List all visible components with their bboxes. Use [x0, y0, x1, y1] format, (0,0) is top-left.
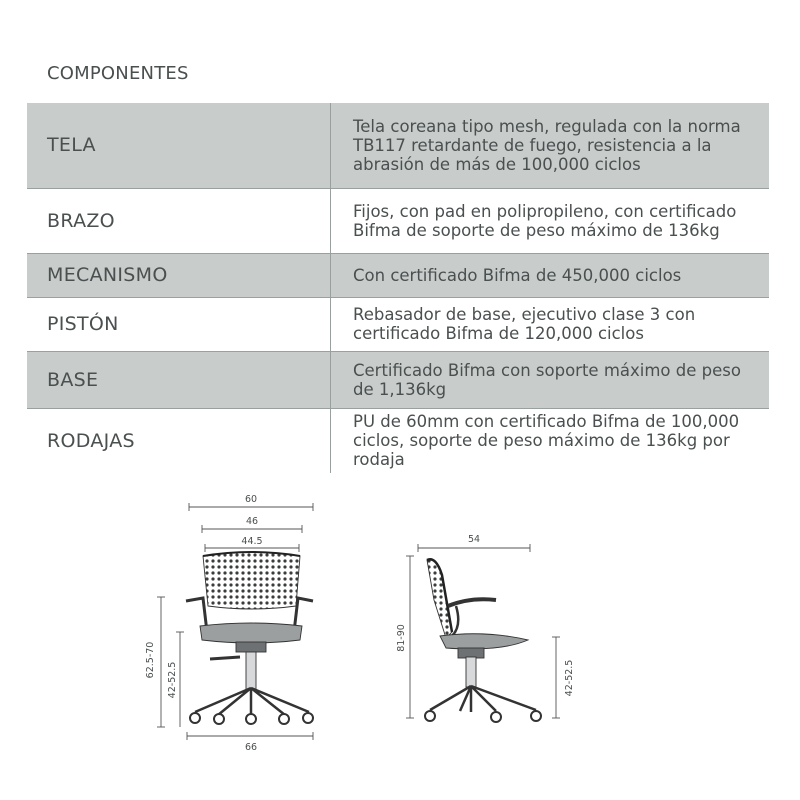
description-line: Bifma de soporte de peso máximo de 136kg [353, 220, 720, 240]
component-name: RODAJAS [27, 408, 331, 473]
description-line: de 1,136kg [353, 379, 447, 399]
side-total-height: 81-90 [396, 624, 407, 652]
description-line: Con certificado Bifma de 450,000 ciclos [353, 265, 682, 285]
front-seat-height: 42-52.5 [167, 661, 178, 699]
description-line: PU de 60mm con certificado Bifma de 100,000 [353, 412, 740, 432]
component-name: BASE [27, 351, 331, 408]
side-depth: 54 [467, 534, 481, 545]
side-view-drawing [406, 544, 560, 722]
front-view-drawing [157, 503, 313, 740]
description-line: ciclos, soporte de peso máximo de 136kg por [353, 431, 730, 451]
section-title: COMPONENTES [47, 63, 189, 84]
side-seat-height: 42-52.5 [564, 659, 575, 697]
description-line: certificado Bifma de 120,000 ciclos [353, 324, 644, 343]
description-line: abrasión de más de 100,000 ciclos [353, 154, 641, 174]
description-line: TB117 retardante de fuego, resistencia a la [353, 135, 712, 155]
component-name: BRAZO [27, 188, 331, 253]
front-top-width: 60 [244, 494, 258, 505]
front-seat-width: 44.5 [241, 536, 263, 547]
component-name: TELA [27, 103, 331, 188]
description-line: Certificado Bifma con soporte máximo de peso [353, 360, 741, 380]
description-line: rodaja [353, 450, 405, 470]
component-name: PISTÓN [27, 297, 331, 351]
description-line: Rebasador de base, ejecutivo clase 3 con [353, 305, 696, 324]
component-name: MECANISMO [27, 253, 331, 297]
front-mid-width: 46 [245, 516, 259, 527]
description-line: Tela coreana tipo mesh, regulada con la norma [353, 116, 741, 136]
front-base-width: 66 [244, 742, 258, 753]
front-total-height: 62.5-70 [145, 641, 156, 679]
description-line: Fijos, con pad en polipropileno, con certificado [353, 201, 737, 221]
